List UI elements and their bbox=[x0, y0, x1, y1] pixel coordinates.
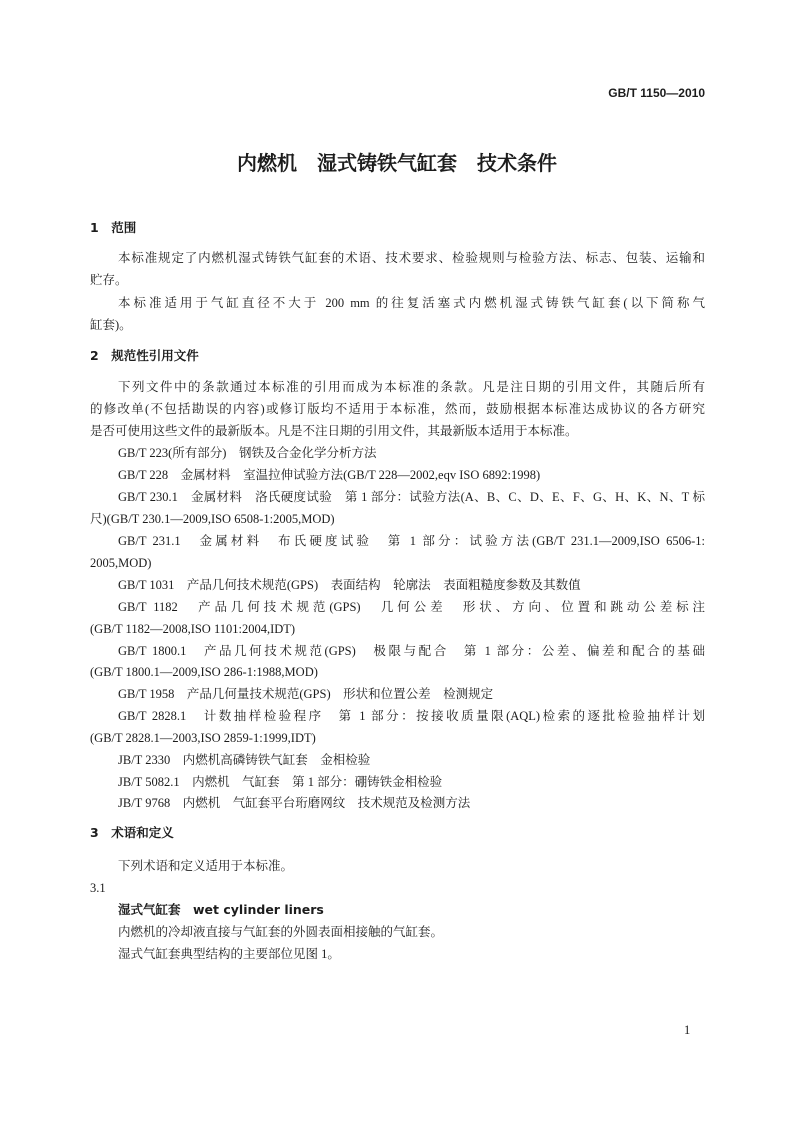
scope-paragraph-line: 本标准规定了内燃机湿式铸铁气缸套的术语、技术要求、检验规则与检验方法、标志、包装、运输和 bbox=[118, 251, 705, 265]
reference-item: GB/T 231.1 金属材料 布氏硬度试验 第 1 部分：试验方法(GB/T 231.1—2009,ISO 6506-1: bbox=[118, 534, 705, 548]
scope-paragraph-line: 贮存。 bbox=[90, 273, 128, 287]
reference-item: GB/T 2828.1 计数抽样检验程序 第 1 部分：按接收质量限(AQL)检索的逐批检验抽样计划 bbox=[118, 709, 705, 723]
reference-item: GB/T 1031 产品几何技术规范(GPS) 表面结构 轮廓法 表面粗糙度参数及其数值 bbox=[118, 578, 581, 592]
reference-item-continuation: 2005,MOD) bbox=[90, 556, 152, 570]
reference-item: JB/T 9768 内燃机 气缸套平台珩磨网纹 技术规范及检测方法 bbox=[118, 796, 471, 810]
reference-item-continuation: (GB/T 1800.1—2009,ISO 286-1:1988,MOD) bbox=[90, 665, 318, 679]
reference-item: GB/T 1800.1 产品几何技术规范(GPS) 极限与配合 第 1 部分：公差、偏差和配合的基础 bbox=[118, 644, 705, 658]
reference-item: GB/T 230.1 金属材料 洛氏硬度试验 第 1 部分：试验方法(A、B、C、D、E、F、G、H、K、N、T 标 bbox=[118, 490, 705, 504]
document-title: 内燃机 湿式铸铁气缸套 技术条件 bbox=[237, 151, 557, 175]
section-1-heading: 1 范围 bbox=[90, 220, 137, 235]
section-2-heading: 2 规范性引用文件 bbox=[90, 348, 199, 363]
reference-item: GB/T 1182 产品几何技术规范(GPS) 几何公差 形状、方向、位置和跳动公差标注 bbox=[118, 600, 705, 614]
references-intro-line: 下列文件中的条款通过本标准的引用而成为本标准的条款。凡是注日期的引用文件，其随后所有 bbox=[118, 380, 705, 394]
term-number: 3.1 bbox=[90, 881, 106, 895]
reference-item: JB/T 2330 内燃机高磷铸铁气缸套 金相检验 bbox=[118, 753, 371, 767]
references-intro-line: 是否可使用这些文件的最新版本。凡是不注日期的引用文件，其最新版本适用于本标准。 bbox=[90, 424, 578, 438]
term-note: 湿式气缸套典型结构的主要部位见图 1。 bbox=[118, 947, 340, 961]
reference-item: GB/T 223(所有部分) 钢铁及合金化学分析方法 bbox=[118, 446, 377, 460]
section-3-heading: 3 术语和定义 bbox=[90, 825, 174, 840]
reference-item: JB/T 5082.1 内燃机 气缸套 第 1 部分：硼铸铁金相检验 bbox=[118, 775, 443, 789]
term-definition: 内燃机的冷却液直接与气缸套的外圆表面相接触的气缸套。 bbox=[118, 925, 444, 939]
reference-item: GB/T 228 金属材料 室温拉伸试验方法(GB/T 228—2002,eqv ISO 6892:1998) bbox=[118, 468, 541, 482]
scope-paragraph-line: 缸套)。 bbox=[90, 318, 132, 332]
page-number: 1 bbox=[684, 1023, 691, 1037]
standard-code: GB/T 1150—2010 bbox=[608, 86, 705, 100]
reference-item: GB/T 1958 产品几何量技术规范(GPS) 形状和位置公差 检测规定 bbox=[118, 687, 494, 701]
term-heading: 湿式气缸套 wet cylinder liners bbox=[118, 902, 324, 917]
scope-paragraph-line: 本标准适用于气缸直径不大于 200 mm 的往复活塞式内燃机湿式铸铁气缸套(以下简称气 bbox=[118, 296, 705, 310]
terms-intro: 下列术语和定义适用于本标准。 bbox=[118, 859, 294, 873]
reference-item-continuation: 尺)(GB/T 230.1—2009,ISO 6508-1:2005,MOD) bbox=[90, 512, 335, 526]
references-intro-line: 的修改单(不包括勘误的内容)或修订版均不适用于本标准，然而，鼓励根据本标准达成协议的各方研究 bbox=[90, 402, 705, 416]
reference-item-continuation: (GB/T 2828.1—2003,ISO 2859-1:1999,IDT) bbox=[90, 731, 316, 745]
reference-item-continuation: (GB/T 1182—2008,ISO 1101:2004,IDT) bbox=[90, 622, 296, 636]
